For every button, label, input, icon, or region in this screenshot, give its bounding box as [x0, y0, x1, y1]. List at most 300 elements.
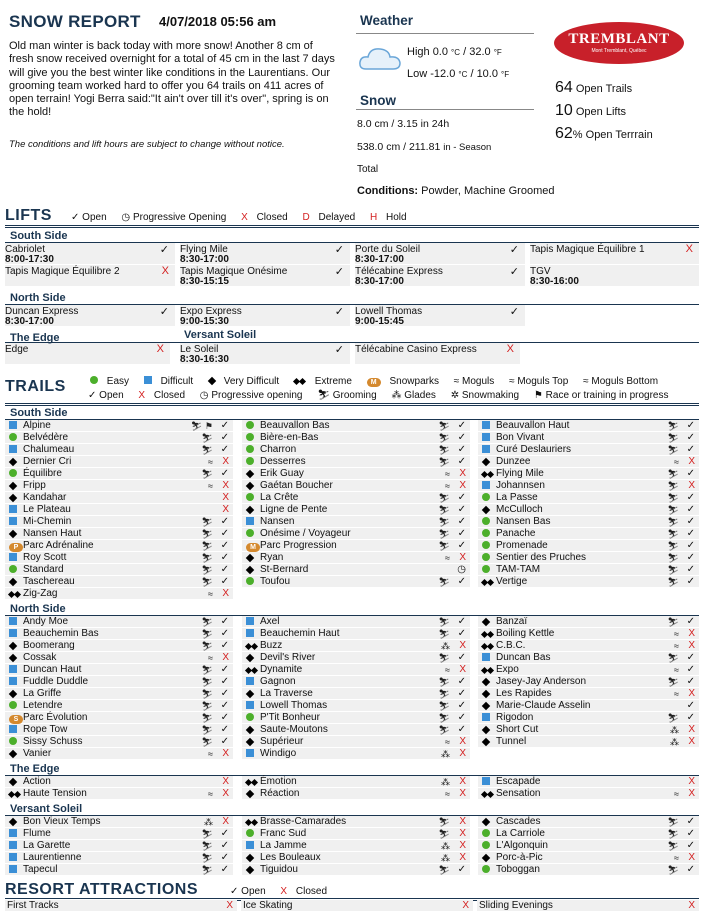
- lift-cell: [5, 265, 175, 287]
- difficulty-icon: [246, 841, 254, 851]
- trail-name: La Passe: [496, 492, 538, 503]
- trail-row: [478, 616, 699, 628]
- trail-status: X: [459, 640, 466, 651]
- trail-status: ◷: [457, 564, 466, 575]
- trail-name: Bon Vieux Temps: [23, 816, 101, 827]
- trails-heading: TRAILS: [5, 378, 66, 395]
- trail-row: [242, 748, 470, 760]
- trail-name: Cascades: [496, 816, 541, 827]
- trail-name: Banzaï: [496, 616, 528, 627]
- difficulty-icon: [482, 481, 490, 491]
- difficulty-icon: [482, 493, 490, 503]
- trail-row: [5, 852, 233, 864]
- difficulty-icon: [246, 553, 253, 563]
- trail-name: Boomerang: [23, 640, 75, 651]
- trail-name: Belvédère: [23, 432, 69, 443]
- lift-hours: 8:30-17:00: [180, 254, 229, 265]
- lift-cell: [355, 343, 520, 365]
- trail-status: ✓: [457, 616, 466, 627]
- trail-status: ✓: [457, 688, 466, 699]
- trail-status: X: [222, 456, 229, 467]
- trails-versant-heading: Versant Soleil: [10, 803, 83, 815]
- lift-cell: [355, 265, 525, 287]
- lift-name: Edge: [5, 344, 29, 355]
- trail-status: ✓: [686, 652, 695, 663]
- trail-row: [5, 628, 233, 640]
- trail-row: [478, 552, 699, 564]
- trail-status: X: [459, 468, 466, 479]
- trail-status: ✓: [220, 864, 229, 875]
- trail-status: ✓: [457, 516, 466, 527]
- trail-name: Sentier des Pruches: [496, 552, 587, 563]
- trail-status: ✓: [220, 516, 229, 527]
- trail-row: [478, 840, 699, 852]
- difficulty-icon: [482, 541, 490, 551]
- difficulty-icon: [482, 689, 489, 699]
- trail-status: ✓: [686, 516, 695, 527]
- trail-row: [242, 664, 470, 676]
- trail-status: X: [688, 776, 695, 787]
- lifts-versant-heading: Versant Soleil: [184, 329, 257, 341]
- divider: [5, 304, 699, 305]
- difficulty-icon: [9, 777, 16, 787]
- trail-name: Fuddle Duddle: [23, 676, 89, 687]
- difficulty-icon: [246, 629, 254, 639]
- difficulty-icon: [246, 565, 253, 575]
- difficulty-icon: [482, 457, 489, 467]
- trail-extra-icon: ≈: [208, 457, 213, 467]
- trail-extra-icon: ⛷: [667, 421, 679, 431]
- trail-extra-icon: ≈: [674, 689, 679, 699]
- trail-status: X: [459, 852, 466, 863]
- difficulty-icon: [9, 665, 17, 675]
- trail-extra-icon: ≈: [674, 853, 679, 863]
- trail-name: Kandahar: [23, 492, 67, 503]
- trail-extra-icon: ⛷: [667, 445, 679, 455]
- trail-extra-icon: ≈: [674, 665, 679, 675]
- difficulty-icon: [9, 433, 17, 443]
- trail-name: St-Bernard: [260, 564, 309, 575]
- trail-status: ✓: [686, 864, 695, 875]
- trail-row: [478, 640, 699, 652]
- trail-row: [5, 540, 233, 552]
- trail-name: Boiling Kettle: [496, 628, 555, 639]
- trail-row: [5, 564, 233, 576]
- lift-name: Flying Mile: [180, 244, 228, 255]
- trail-row: [5, 700, 233, 712]
- stat-open-lifts: 10 Open Lifts: [555, 102, 626, 119]
- trail-name: La Griffe: [23, 688, 62, 699]
- trail-name: Duncan Bas: [496, 652, 551, 663]
- trail-row: [5, 748, 233, 760]
- trail-row: [242, 444, 470, 456]
- trail-row: [5, 640, 233, 652]
- trail-status: X: [222, 748, 229, 759]
- trail-name: Action: [23, 776, 51, 787]
- trail-name: Lowell Thomas: [260, 700, 328, 711]
- lift-status: ✓: [334, 306, 344, 318]
- difficulty-icon: [482, 565, 490, 575]
- trail-row: [242, 480, 470, 492]
- difficulty-icon: [482, 653, 490, 663]
- trail-name: Johannsen: [496, 480, 545, 491]
- difficulty-icon: M: [246, 541, 260, 552]
- lift-cell: [355, 243, 525, 265]
- tremblant-logo[interactable]: TREMBLANT Mont Tremblant, Québec: [554, 22, 684, 64]
- trail-name: Dynamite: [260, 664, 303, 675]
- trail-name: Letendre: [23, 700, 63, 711]
- trail-extra-icon: ≈: [445, 737, 450, 747]
- trail-row: [242, 724, 470, 736]
- trail-row: [242, 432, 470, 444]
- trail-name: Tapecul: [23, 864, 58, 875]
- difficulty-icon: [482, 421, 490, 431]
- difficulty-icon: [482, 713, 490, 723]
- trails-north-heading: North Side: [10, 603, 66, 615]
- difficulty-icon: [246, 505, 253, 515]
- trail-name: Cossak: [23, 652, 57, 663]
- lift-name: Duncan Express: [5, 306, 79, 317]
- difficulty-icon: [246, 577, 254, 587]
- difficulty-icon: [246, 481, 253, 491]
- difficulty-icon: [9, 565, 17, 575]
- trail-row: [242, 616, 470, 628]
- difficulty-icon: [9, 481, 16, 491]
- trail-name: Nansen Haut: [23, 528, 82, 539]
- trail-name: Devil's River: [260, 652, 316, 663]
- trail-row: [478, 432, 699, 444]
- trail-name: Ligne de Pente: [260, 504, 328, 515]
- trail-name: Jasey-Jay Anderson: [496, 676, 587, 687]
- difficulty-icon: [246, 777, 258, 787]
- trail-name: Franc Sud: [260, 828, 307, 839]
- trail-status: ✓: [686, 664, 695, 675]
- trail-extra-icon: ⛷: [667, 493, 679, 503]
- trail-row: [5, 576, 233, 588]
- trail-extra-icon: ⛷: [438, 445, 450, 455]
- trail-name: Windigo: [260, 748, 297, 759]
- lift-hours: 8:30-15:15: [180, 276, 229, 287]
- trail-extra-icon: ⛷: [667, 529, 679, 539]
- trail-extra-icon: ⛷: [667, 541, 679, 551]
- trail-row: [478, 528, 699, 540]
- trail-status: X: [222, 504, 229, 515]
- trail-row: [242, 552, 470, 564]
- trail-status: ✓: [457, 652, 466, 663]
- trail-row: [478, 492, 699, 504]
- trail-extra-icon: ⛷: [438, 653, 450, 663]
- trail-name: Sensation: [496, 788, 541, 799]
- trail-name: Expo: [496, 664, 519, 675]
- trail-name: Flying Mile: [496, 468, 544, 479]
- trail-name: Tiguidou: [260, 864, 298, 875]
- difficulty-icon: [246, 865, 253, 875]
- trail-row: [242, 816, 470, 828]
- trail-status: ✓: [220, 676, 229, 687]
- difficulty-icon: [482, 737, 489, 747]
- trail-name: Les Rapides: [496, 688, 552, 699]
- difficulty-icon: [9, 829, 17, 839]
- difficulty-icon: [246, 817, 258, 827]
- trail-status: X: [459, 748, 466, 759]
- trail-extra-icon: ⛷: [201, 713, 213, 723]
- trail-name: Toufou: [260, 576, 291, 587]
- trail-row: [478, 700, 699, 712]
- trail-name: Équilibre: [23, 468, 62, 479]
- difficulty-icon: [9, 677, 17, 687]
- trail-row: [242, 700, 470, 712]
- trail-extra-icon: ⛷: [667, 553, 679, 563]
- trail-extra-icon: ⛷: [201, 577, 213, 587]
- difficulty-icon: [9, 725, 17, 735]
- trail-status: X: [459, 480, 466, 491]
- trail-status: ✓: [457, 504, 466, 515]
- trail-status: X: [222, 480, 229, 491]
- trail-row: [478, 724, 699, 736]
- trail-row: [478, 652, 699, 664]
- trail-row: [5, 688, 233, 700]
- trail-extra-icon: ⛷: [438, 817, 450, 827]
- trail-row: [478, 688, 699, 700]
- trail-row: [5, 664, 233, 676]
- lift-status: ✓: [509, 266, 519, 278]
- trail-name: Beauchemin Bas: [23, 628, 99, 639]
- lift-status: ✓: [334, 344, 344, 356]
- divider: [356, 33, 534, 34]
- difficulty-icon: [482, 677, 489, 687]
- difficulty-icon: [9, 629, 17, 639]
- trail-name: Rope Tow: [23, 724, 68, 735]
- trail-name: Escapade: [496, 776, 541, 787]
- difficulty-icon: [9, 469, 17, 479]
- trail-extra-icon: ≈: [674, 629, 679, 639]
- trail-row: [478, 776, 699, 788]
- lift-name: Télécabine Casino Express: [355, 344, 477, 355]
- difficulty-icon: [246, 469, 253, 479]
- trail-status: X: [688, 788, 695, 799]
- snow-total-label: Total: [357, 164, 379, 175]
- trail-status: X: [688, 628, 695, 639]
- trail-status: X: [222, 492, 229, 503]
- trail-name: Parc Évolution: [23, 712, 88, 723]
- trail-status: X: [222, 588, 229, 599]
- trail-name: Les Bouleaux: [260, 852, 321, 863]
- difficulty-icon: [9, 737, 17, 747]
- trail-row: [478, 444, 699, 456]
- trail-name: Émotion: [260, 776, 297, 787]
- intro-text: Old man winter is back today with more snow! Another 8 cm of fresh snow received overnight for a total of 45 cm in the last 7 days will give you the best winter like conditions in the Laurentians. Our grooming team worked hard to offer you 64 trails on 411 acres of open terrain! Yogi Berra said:"It ain't over till it's over", spring is on the hold!: [9, 40, 335, 119]
- trail-status: ✓: [220, 840, 229, 851]
- trail-extra-icon: ⛷: [201, 737, 213, 747]
- trail-status: ✓: [220, 736, 229, 747]
- trail-name: Tunnel: [496, 736, 527, 747]
- trail-extra-icon: ⛷: [201, 445, 213, 455]
- difficulty-icon: [9, 789, 21, 799]
- trail-row: [5, 516, 233, 528]
- trail-status: X: [459, 664, 466, 675]
- difficulty-icon: [482, 469, 494, 479]
- trail-row: [242, 456, 470, 468]
- trail-row: [478, 788, 699, 800]
- trail-status: ✓: [686, 828, 695, 839]
- trail-name: Bière-en-Bas: [260, 432, 319, 443]
- lift-cell: [355, 305, 525, 327]
- trail-extra-icon: ⁂: [441, 853, 450, 863]
- trail-status: ✓: [686, 552, 695, 563]
- trail-row: [5, 616, 233, 628]
- trail-status: ✓: [686, 576, 695, 587]
- trail-name: Zig-Zag: [23, 588, 58, 599]
- lift-status: X: [156, 343, 164, 355]
- trail-row: [242, 628, 470, 640]
- attraction-status: X: [462, 900, 469, 911]
- trail-status: ✓: [220, 540, 229, 551]
- difficulty-icon: [9, 641, 16, 651]
- difficulty-icon: [9, 553, 17, 563]
- trail-extra-icon: ⁂: [441, 641, 450, 651]
- lift-status: ✓: [159, 306, 169, 318]
- trail-extra-icon: ⁂: [441, 841, 450, 851]
- trail-extra-icon: ⛷: [201, 853, 213, 863]
- page-title: SNOW REPORT: [9, 12, 141, 31]
- trail-name: Laurentienne: [23, 852, 82, 863]
- trails-legend-difficulty: Easy Difficult Very Difficult Extreme M Snowparks ≈ Moguls ≈ Moguls Top ≈ Moguls Bottom: [90, 376, 670, 387]
- lift-cell: [5, 243, 175, 265]
- difficulty-icon: [9, 493, 16, 503]
- trail-extra-icon: ⛷: [438, 829, 450, 839]
- trail-row: [5, 652, 233, 664]
- lift-name: TGV: [530, 266, 551, 277]
- trail-row: [242, 640, 470, 652]
- trail-status: X: [222, 816, 229, 827]
- trail-row: [5, 864, 233, 876]
- trail-extra-icon: ⛷: [438, 541, 450, 551]
- trail-name: McCulloch: [496, 504, 543, 515]
- trail-row: [242, 420, 470, 432]
- difficulty-icon: [9, 589, 21, 599]
- trail-row: [242, 864, 470, 876]
- lift-name: Expo Express: [180, 306, 242, 317]
- stat-open-trails: 64 Open Trails: [555, 79, 633, 96]
- lifts-north-heading: North Side: [10, 292, 66, 304]
- trail-extra-icon: ⛷: [667, 469, 679, 479]
- trail-extra-icon: ⛷: [438, 433, 450, 443]
- trail-extra-icon: ≈: [445, 789, 450, 799]
- trail-extra-icon: ⛷: [667, 481, 679, 491]
- trail-extra-icon: ⛷: [201, 665, 213, 675]
- trail-status: X: [688, 852, 695, 863]
- trail-extra-icon: ⛷: [438, 617, 450, 627]
- trail-status: X: [459, 828, 466, 839]
- trail-name: Standard: [23, 564, 64, 575]
- trail-status: ✓: [686, 840, 695, 851]
- trail-row: [478, 864, 699, 876]
- difficulty-icon: [482, 517, 490, 527]
- trail-status: ✓: [220, 724, 229, 735]
- trail-row: [5, 788, 233, 800]
- trail-extra-icon: ⁂: [441, 749, 450, 759]
- trail-status: ✓: [457, 528, 466, 539]
- trail-row: [5, 724, 233, 736]
- lift-hours: 8:30-16:30: [180, 354, 229, 365]
- trail-row: [478, 828, 699, 840]
- trail-row: [242, 828, 470, 840]
- trail-extra-icon: ≈: [674, 789, 679, 799]
- temp-low: Low -12.0 °C / 10.0 °F: [407, 68, 510, 80]
- trail-status: ✓: [220, 468, 229, 479]
- trail-name: Curé Deslauriers: [496, 444, 572, 455]
- trail-row: [242, 676, 470, 688]
- trail-status: X: [459, 552, 466, 563]
- attraction-row: [241, 900, 473, 912]
- trail-extra-icon: ⁂: [204, 817, 213, 827]
- trail-status: X: [459, 736, 466, 747]
- temp-high: High 0.0 °C / 32.0 °F: [407, 46, 502, 58]
- difficulty-icon: [246, 445, 254, 455]
- trail-status: ✓: [220, 552, 229, 563]
- trail-name: Parc Adrénaline: [23, 540, 94, 551]
- trail-status: X: [688, 456, 695, 467]
- trail-status: ✓: [220, 664, 229, 675]
- trail-extra-icon: ⁂: [670, 725, 679, 735]
- trail-name: Erik Guay: [260, 468, 304, 479]
- trail-status: ✓: [686, 564, 695, 575]
- trail-status: ✓: [457, 540, 466, 551]
- trail-name: C.B.C.: [496, 640, 526, 651]
- trail-extra-icon: ⛷: [201, 629, 213, 639]
- trail-extra-icon: ⛷: [201, 541, 213, 551]
- lift-name: Lowell Thomas: [355, 306, 423, 317]
- difficulty-icon: [9, 529, 16, 539]
- trail-name: Alpine: [23, 420, 51, 431]
- trail-status: ✓: [220, 640, 229, 651]
- lift-cell: [5, 305, 175, 327]
- trail-extra-icon: ⛷: [667, 433, 679, 443]
- trail-row: [5, 444, 233, 456]
- lift-cell: [180, 305, 350, 327]
- trail-name: Supérieur: [260, 736, 304, 747]
- trail-status: ✓: [457, 456, 466, 467]
- trail-extra-icon: ⛷: [201, 433, 213, 443]
- difficulty-icon: [9, 517, 17, 527]
- lift-hours: 8:00-17:30: [5, 254, 54, 265]
- trail-row: [5, 816, 233, 828]
- trail-name: Charron: [260, 444, 297, 455]
- trail-name: Gaétan Boucher: [260, 480, 333, 491]
- trail-row: [242, 736, 470, 748]
- trail-extra-icon: ≈: [445, 469, 450, 479]
- trail-extra-icon: ⛷: [438, 713, 450, 723]
- trail-status: ✓: [220, 432, 229, 443]
- trail-row: [242, 852, 470, 864]
- lift-cell: [5, 343, 170, 365]
- trail-extra-icon: ⛷: [201, 701, 213, 711]
- trail-row: [478, 480, 699, 492]
- report-header: [9, 12, 349, 32]
- trail-row: [478, 504, 699, 516]
- divider: [5, 342, 699, 343]
- lift-cell: [180, 243, 350, 265]
- trail-status: ✓: [686, 504, 695, 515]
- trail-name: Réaction: [260, 788, 300, 799]
- trail-extra-icon: ≈: [208, 481, 213, 491]
- trail-extra-icon: ≈: [674, 641, 679, 651]
- trail-row: [478, 852, 699, 864]
- lift-hours: 9:00-15:45: [355, 316, 404, 327]
- difficulty-icon: [246, 529, 254, 539]
- trail-status: ✓: [457, 700, 466, 711]
- trail-status: ✓: [220, 444, 229, 455]
